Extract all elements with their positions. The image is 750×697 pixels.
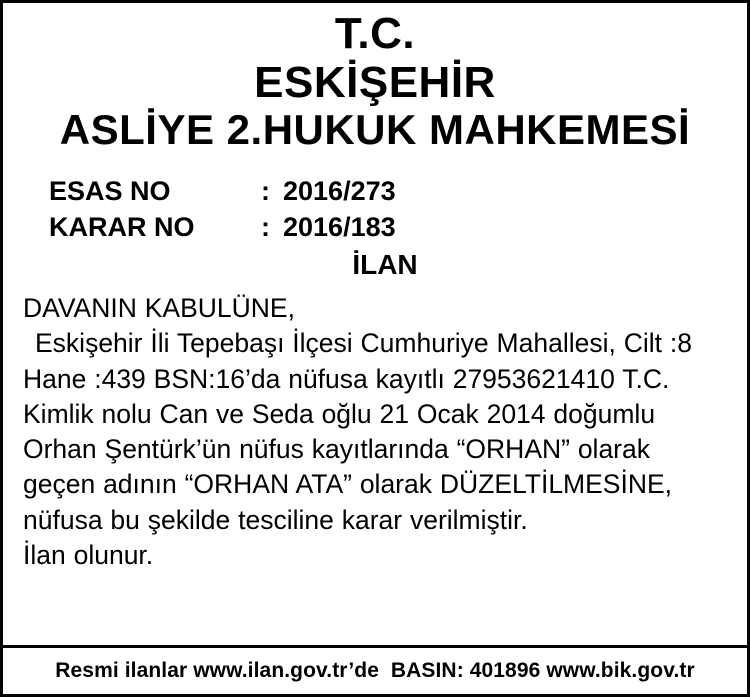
footer-left-text: Resmi ilanlar www.ilan.gov.tr’de — [55, 659, 379, 682]
footer-right-text: BASIN: 401896 www.bik.gov.tr — [390, 659, 695, 682]
heading-line-city: ESKİŞEHİR — [254, 57, 496, 107]
case-info-block — [3, 173, 747, 245]
body-paragraph-3: İlan olunur. — [23, 539, 154, 570]
case-info-row-karar — [49, 209, 747, 245]
court-heading — [3, 3, 747, 153]
heading-line-court: ASLİYE 2.HUKUK MAHKEMESİ — [59, 106, 691, 154]
case-value-karar: 2016/183 — [283, 211, 396, 242]
heading-line-country: T.C. — [334, 9, 416, 58]
case-label-karar: KARAR NO — [49, 211, 195, 242]
case-separator-esas: : — [261, 175, 270, 206]
announcement-title: İLAN — [352, 249, 418, 281]
footer-gap — [379, 659, 391, 683]
body-spacer — [3, 573, 747, 645]
case-label-esas: ESAS NO — [49, 175, 171, 206]
body-paragraph-1: DAVANIN KABULÜNE, — [23, 293, 295, 324]
case-info-row-esas — [49, 173, 747, 209]
announcement-body — [3, 291, 747, 573]
case-value-esas: 2016/273 — [283, 175, 396, 206]
case-separator-karar: : — [261, 211, 270, 242]
document-footer — [3, 645, 747, 694]
body-paragraph-2: Eskişehir İli Tepebaşı İlçesi Cumhuriye Mahallesi, Cilt :8 Hane :439 BSN:16’da nüfusa kayıtlı 27953621410 T.C. Kimlik nolu Can ve Seda oğlu 21 Ocak 2014 doğumlu Orhan Şentürk’ün nüfus kayıtlarında “ORHAN” olarak geçen adının “ORHAN ATA” olarak DÜZELTİLMESİNE, nüfusa bu şekilde tesciline karar verilmiştir. — [23, 328, 692, 535]
